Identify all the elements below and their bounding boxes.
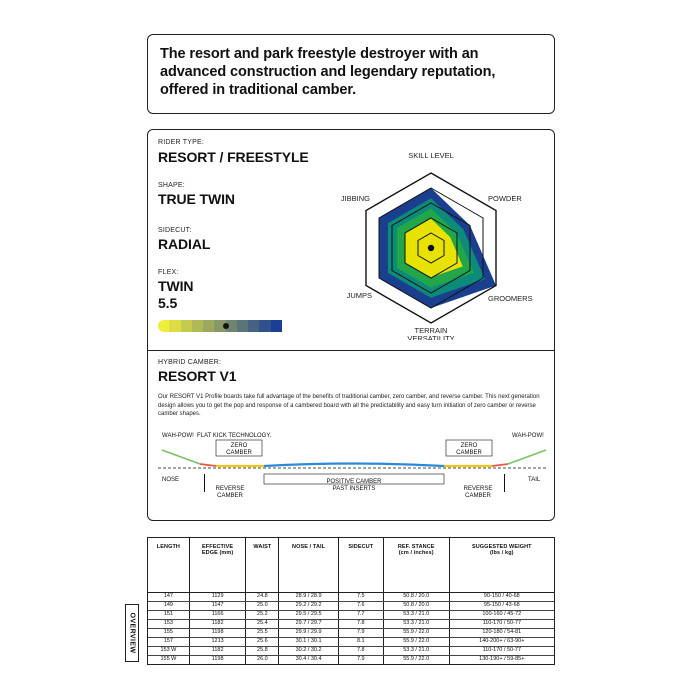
table-cell: 153 xyxy=(148,619,189,628)
table-cell: 7.9 xyxy=(338,655,383,664)
label-past-inserts: PAST INSERTS xyxy=(332,486,376,492)
table-row xyxy=(148,628,554,637)
table-cell: 53.3 / 21.0 xyxy=(383,619,449,628)
table-cell: 53.3 / 21.0 xyxy=(383,610,449,619)
table-header-6 xyxy=(449,538,554,592)
table-cell: 50.8 / 20.0 xyxy=(383,592,449,601)
profile-camber-center xyxy=(264,464,444,467)
overview-side-tab[interactable] xyxy=(125,604,139,662)
table-cell: 153 W xyxy=(148,646,189,655)
table-header-subtext: (cm / inches) xyxy=(398,550,434,556)
table-header-row xyxy=(148,538,554,592)
table-cell: 140-200+ / 63-90+ xyxy=(449,637,554,646)
camber-description: Our RESORT V1 Profile boards take full advantage of the benefits of traditional camber, zero camber, and reverse camber. This next generation design allows you to get the pop and response of a cambered board with all the predictability and easy turn initiation of zero camber or reverse camber shapes. xyxy=(158,394,540,417)
table-cell: 26.0 xyxy=(246,655,279,664)
table-cell: 7.7 xyxy=(338,610,383,619)
overview-tab-label: OVERVIEW xyxy=(128,612,136,654)
table-header-text: REF. STANCE xyxy=(397,544,435,550)
table-cell: 50.8 / 20.0 xyxy=(383,601,449,610)
radar-label-groomers: GROOMERS xyxy=(488,294,533,303)
label-flat-kick: FLAT KICK TECHNOLOGY. xyxy=(197,433,272,439)
table-row xyxy=(148,655,554,664)
flex-scale-segment xyxy=(259,320,270,332)
table-cell: 151 xyxy=(148,610,189,619)
label-reverse-camber-left: REVERSE xyxy=(215,486,245,492)
table-cell: 8.1 xyxy=(338,637,383,646)
table-cell: 157 xyxy=(148,637,189,646)
flex-scale-segment xyxy=(271,320,282,332)
rider-type-value: RESORT / FREESTYLE xyxy=(158,149,309,165)
flex-number: 5.5 xyxy=(158,295,178,311)
table-cell: 25.0 xyxy=(246,601,279,610)
table-cell: 25.5 xyxy=(246,628,279,637)
radar-label-jibbing: JIBBING xyxy=(340,194,370,203)
table-cell: 95-150 / 43-68 xyxy=(449,601,554,610)
table-cell: 1166 xyxy=(189,610,246,619)
table-cell: 7.6 xyxy=(338,601,383,610)
table-cell: 7.8 xyxy=(338,619,383,628)
table-header-0 xyxy=(148,538,189,592)
table-cell: 1147 xyxy=(189,601,246,610)
table-header-subtext: (lbs / kg) xyxy=(489,550,514,556)
label-nose: NOSE xyxy=(162,477,180,483)
flex-scale-segment xyxy=(158,320,169,332)
label-zero-camber-right-2: CAMBER xyxy=(456,450,482,456)
camber-name: RESORT V1 xyxy=(158,368,237,384)
table-row xyxy=(148,592,554,601)
radar-label-skill-level: SKILL LEVEL xyxy=(408,151,454,160)
table-header-text: EFFECTIVE xyxy=(202,544,234,550)
table-cell: 55.9 / 22.0 xyxy=(383,628,449,637)
profile-tail-kick xyxy=(508,450,546,464)
shape-label: SHAPE: xyxy=(158,182,185,189)
flex-label: FLEX: xyxy=(158,269,179,276)
table-cell: 7.5 xyxy=(338,592,383,601)
table-cell: 25.4 xyxy=(246,619,279,628)
table-cell: 100-160 / 45-72 xyxy=(449,610,554,619)
label-positive-camber: POSITIVE CAMBER xyxy=(326,479,382,485)
label-wah-pow-right: WAH-POW! xyxy=(512,433,544,439)
radar-center-dot xyxy=(428,245,434,251)
table-header-2 xyxy=(246,538,279,592)
profile-tail-reverse xyxy=(492,464,508,466)
table-cell: 24.8 xyxy=(246,592,279,601)
profile-nose-reverse xyxy=(200,464,216,466)
table-cell: 130-190+ / 59-85+ xyxy=(479,656,525,663)
table-cell: 1182 xyxy=(189,646,246,655)
table-row xyxy=(148,601,554,610)
label-reverse-camber-right-2: CAMBER xyxy=(465,493,491,499)
table-header-text: WAIST xyxy=(253,544,272,550)
table-row xyxy=(148,646,554,655)
spec-card xyxy=(147,129,555,521)
flex-scale-segment xyxy=(237,320,248,332)
table-cell: 29.5 / 29.5 xyxy=(279,610,338,619)
table-cell: 53.3 / 21.0 xyxy=(383,646,449,655)
rider-type-label: RIDER TYPE: xyxy=(158,139,205,146)
profile-nose-kick xyxy=(162,450,200,464)
table-header-text: SIDECUT xyxy=(348,544,374,550)
table-cell: 28.9 / 28.9 xyxy=(279,592,338,601)
table-cell: 29.9 / 29.9 xyxy=(279,628,338,637)
table-cell: 147 xyxy=(148,592,189,601)
camber-label: HYBRID CAMBER: xyxy=(158,359,222,366)
section-divider xyxy=(148,350,554,351)
radar-label-jumps: JUMPS xyxy=(346,291,372,300)
table-header-text: SUGGESTED WEIGHT xyxy=(471,544,532,550)
table-cell: 1198 xyxy=(189,655,246,664)
table-row xyxy=(148,610,554,619)
radar-label-terrain: TERRAIN xyxy=(414,326,448,335)
table-cell: 1198 xyxy=(189,628,246,637)
flex-scale-segment xyxy=(248,320,259,332)
flex-scale-segment xyxy=(181,320,192,332)
label-reverse-camber-right: REVERSE xyxy=(463,486,493,492)
flex-scale xyxy=(158,320,282,332)
table-row xyxy=(148,619,554,628)
table-header-text: NOSE / TAIL xyxy=(292,544,326,550)
table-cell: 110-170 / 50-77 xyxy=(449,646,554,655)
table-cell: 149 xyxy=(148,601,189,610)
table-cell: 29.2 / 29.2 xyxy=(279,601,338,610)
table-cell: 25.8 xyxy=(246,646,279,655)
table-cell: 30.4 / 30.4 xyxy=(279,655,338,664)
flex-scale-segment xyxy=(169,320,180,332)
label-zero-camber-left: ZERO xyxy=(230,443,248,449)
table-cell: 25.6 xyxy=(246,637,279,646)
table-cell: 1213 xyxy=(189,637,246,646)
table-cell: 7.8 xyxy=(338,646,383,655)
table-cell: 90-150 / 40-68 xyxy=(449,592,554,601)
intro-box xyxy=(147,34,555,114)
table-cell: 55.9 / 22.0 xyxy=(383,637,449,646)
table-cell: 1182 xyxy=(189,619,246,628)
table-cell: 110-170 / 50-77 xyxy=(449,619,554,628)
sidecut-value: RADIAL xyxy=(158,236,211,252)
radar-label-versatility: VERSATILITY xyxy=(407,334,455,340)
table-header-1 xyxy=(189,538,246,592)
label-tail: TAIL xyxy=(528,477,541,483)
label-zero-camber-right: ZERO xyxy=(460,443,478,449)
table-header-4 xyxy=(338,538,383,592)
table-header-subtext: EDGE (mm) xyxy=(201,550,234,556)
size-spec-table xyxy=(147,537,555,665)
table-cell: 7.9 xyxy=(338,628,383,637)
flex-scale-segment xyxy=(192,320,203,332)
table-row xyxy=(148,637,554,646)
table-cell: 30.2 / 30.2 xyxy=(279,646,338,655)
sidecut-label: SIDECUT: xyxy=(158,227,192,234)
table-cell: 29.7 / 29.7 xyxy=(279,619,338,628)
radar-label-powder: POWDER xyxy=(488,194,522,203)
table-header-3 xyxy=(279,538,338,592)
table-cell: 155 xyxy=(148,628,189,637)
table-header-5 xyxy=(383,538,449,592)
ride-style-radar-chart xyxy=(328,140,550,340)
label-wah-pow-left: WAH-POW! xyxy=(162,433,194,439)
label-zero-camber-left-2: CAMBER xyxy=(226,450,252,456)
table-header-text: LENGTH xyxy=(156,544,181,550)
flex-value: TWIN xyxy=(158,278,194,294)
shape-value: TRUE TWIN xyxy=(158,191,235,207)
camber-profile-diagram xyxy=(154,428,550,508)
table-cell: 30.1 / 30.1 xyxy=(279,637,338,646)
table-cell: 55.9 / 22.0 xyxy=(383,655,449,664)
flex-scale-segment xyxy=(203,320,214,332)
table-cell: 25.2 xyxy=(246,610,279,619)
table-cell: 155 W xyxy=(148,655,189,664)
product-tagline: The resort and park freestyle destroyer with an advanced construction and legendary reputation, offered in traditional camber. xyxy=(160,46,496,98)
table-cell: 120-180 / 54-81 xyxy=(449,628,554,637)
table-cell: 1129 xyxy=(189,592,246,601)
label-reverse-camber-left-2: CAMBER xyxy=(217,493,243,499)
